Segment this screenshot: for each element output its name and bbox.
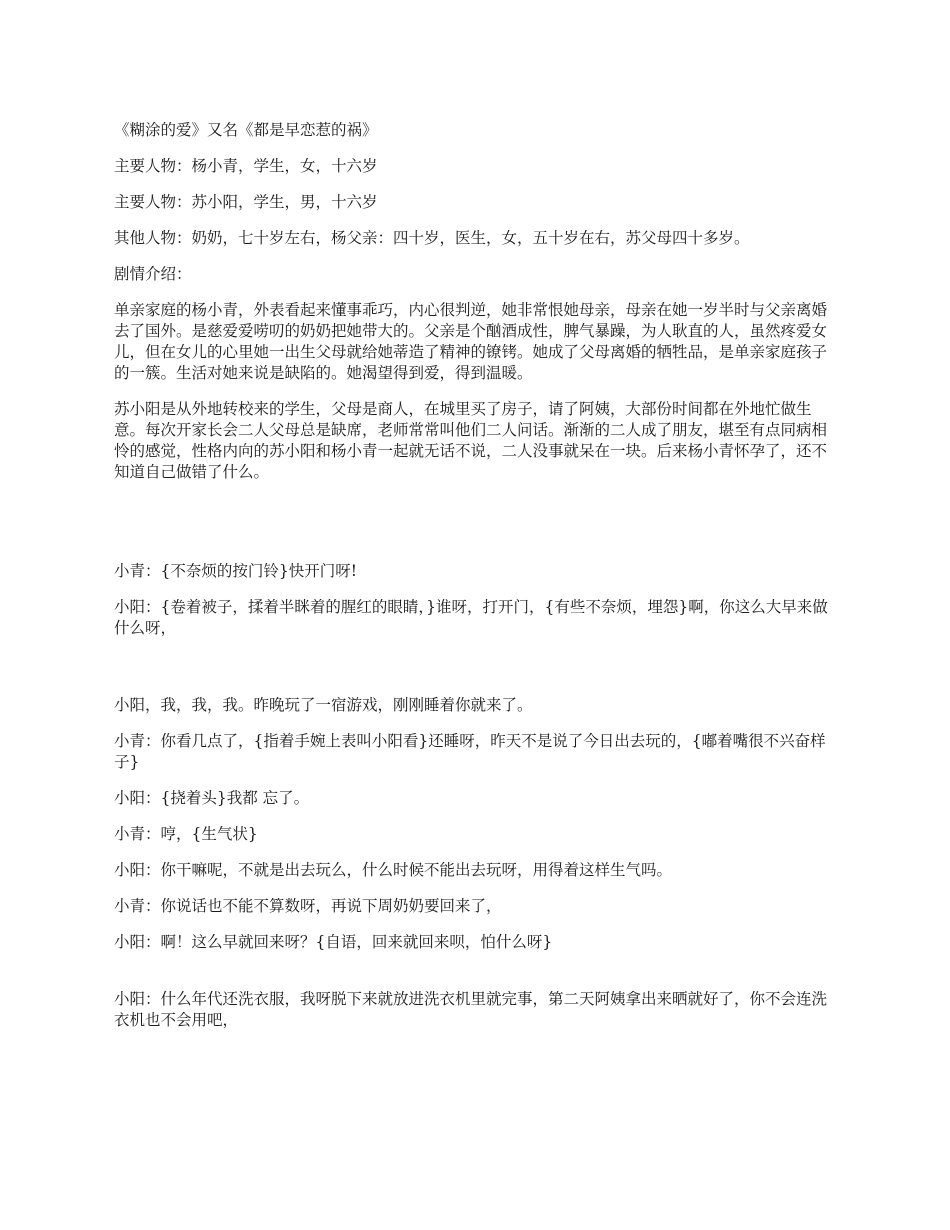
dialogue-line: 小阳：你干嘛呢，不就是出去玩么，什么时候不能出去玩呀，用得着这样生气吗。 <box>114 861 673 879</box>
plot-paragraph-2: 苏小阳是从外地转校来的学生，父母是商人，在城里买了房子，请了阿姨，大部份时间都在外地忙做生意。每次开家长会二人父母总是缺席，老师常常叫他们二人问话。渐渐的二人成了朋友，堪至有点同病相怜的感觉，性格内向的苏小阳和杨小青一起就无话不说，二人没事就呆在一块。后来杨小青怀孕了，还不知道自己做错了什么。 <box>114 400 828 481</box>
character-line-main-2: 主要人物：苏小阳，学生，男，十六岁 <box>114 193 378 211</box>
document-title: 《糊涂的爱》又名《都是早恋惹的祸》 <box>114 121 378 139</box>
dialogue-line: 小阳，我，我，我。昨晚玩了一宿游戏，刚刚睡着你就来了。 <box>114 696 533 714</box>
dialogue-line: 小阳：{挠着头}我都 忘了。 <box>114 789 310 807</box>
dialogue-line: 小青：{不奈烦的按门铃}快开门呀! <box>114 562 357 580</box>
plot-heading: 剧情介绍： <box>114 265 192 283</box>
character-line-main-1: 主要人物：杨小青，学生，女，十六岁 <box>114 157 378 175</box>
character-line-others: 其他人物：奶奶，七十岁左右，杨父亲：四十岁，医生，女，五十岁在右，苏父母四十多岁。 <box>114 229 750 247</box>
dialogue-line: 小青：哼，{生气状} <box>114 825 258 843</box>
document-body <box>114 120 842 1046</box>
dialogue-line: 小阳：什么年代还洗衣服，我呀脱下来就放进洗衣机里就完事，第二天阿姨拿出来晒就好了，你不会连洗衣机也不会用吧， <box>114 990 828 1029</box>
dialogue-line: 小阳：{卷着被子，揉着半眯着的腥红的眼睛，}谁呀，打开门，{有些不奈烦，埋怨}啊，你这么大早来做什么呀， <box>114 598 828 637</box>
dialogue-line: 小阳：啊！这么早就回来呀？{自语，回来就回来呗，怕什么呀} <box>114 933 553 951</box>
dialogue-line: 小青：你说话也不能不算数呀，再说下周奶奶要回来了， <box>114 897 502 915</box>
plot-paragraph-1: 单亲家庭的杨小青，外表看起来懂事乖巧，内心很判逆，她非常恨她母亲，母亲在她一岁半时与父亲离婚去了国外。是慈爱爱唠叨的奶奶把她带大的。父亲是个酗酒成性，脾气暴躁，为人耿直的人，虽然疼爱女儿，但在女儿的心里她一出生父母就给她蒂造了精神的镣铐。她成了父母离婚的牺牲品，是单亲家庭孩子的一簇。生活对她来说是缺陷的。她渴望得到爱，得到温暖。 <box>114 301 828 382</box>
dialogue-line: 小青：你看几点了，{指着手婉上表叫小阳看}还睡呀，昨天不是说了今日出去玩的，{嘟着嘴很不兴奋样子} <box>114 732 826 771</box>
